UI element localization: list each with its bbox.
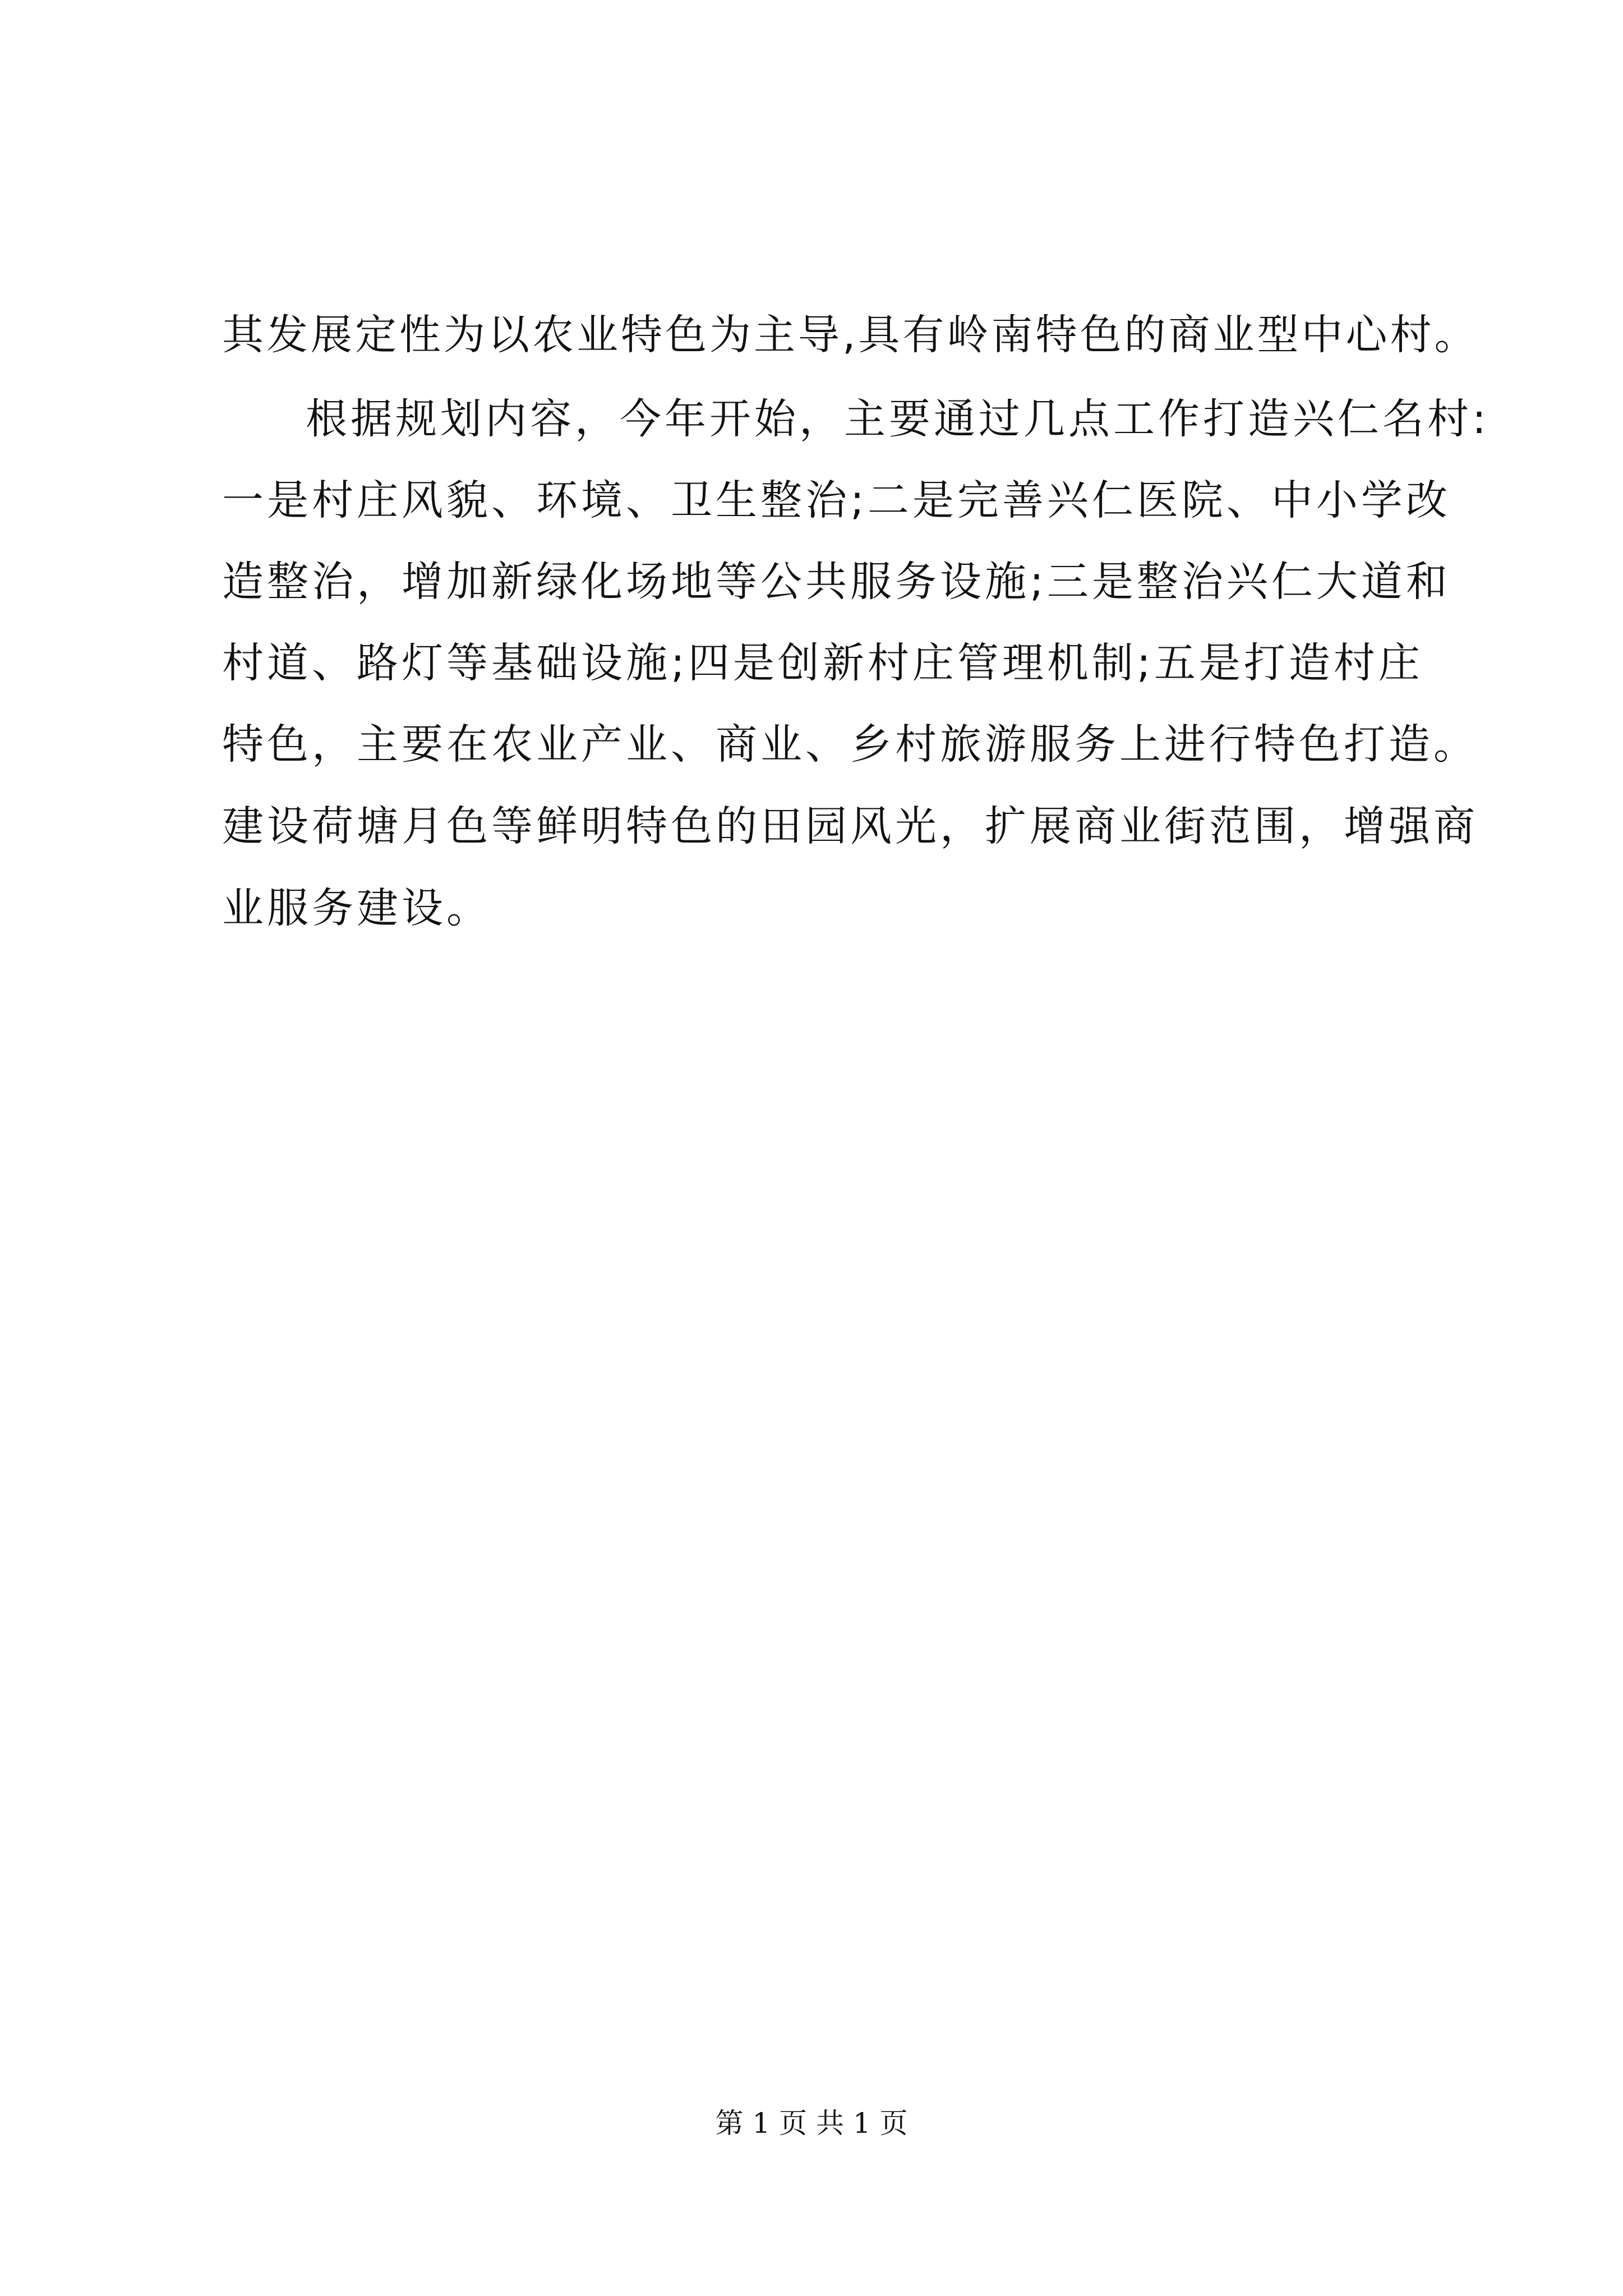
paragraph-line: 业服务建设。 bbox=[222, 884, 491, 932]
paragraph-line: 根据规划内容，今年开始，主要通过几点工作打造兴仁名村: bbox=[306, 395, 1490, 443]
paragraph-line: 村道、路灯等基础设施;四是创新村庄管理机制;五是打造村庄 bbox=[222, 639, 1423, 687]
paragraph-line: 建设荷塘月色等鲜明特色的田园风光，扩展商业街范围，增强商 bbox=[222, 802, 1478, 850]
page-footer: 第 1 页 共 1 页 bbox=[715, 2107, 908, 2139]
paragraph-line: 一是村庄风貌、环境、卫生整治;二是完善兴仁医院、中小学改 bbox=[222, 476, 1451, 524]
paragraph-line: 造整治，增加新绿化场地等公共服务设施;三是整治兴仁大道和 bbox=[222, 558, 1451, 606]
paragraph-line: 特色，主要在农业产业、商业、乡村旅游服务上进行特色打造。 bbox=[222, 720, 1478, 769]
paragraph-line: 其发展定性为以农业特色为主导,具有岭南特色的商业型中心村。 bbox=[222, 311, 1479, 359]
